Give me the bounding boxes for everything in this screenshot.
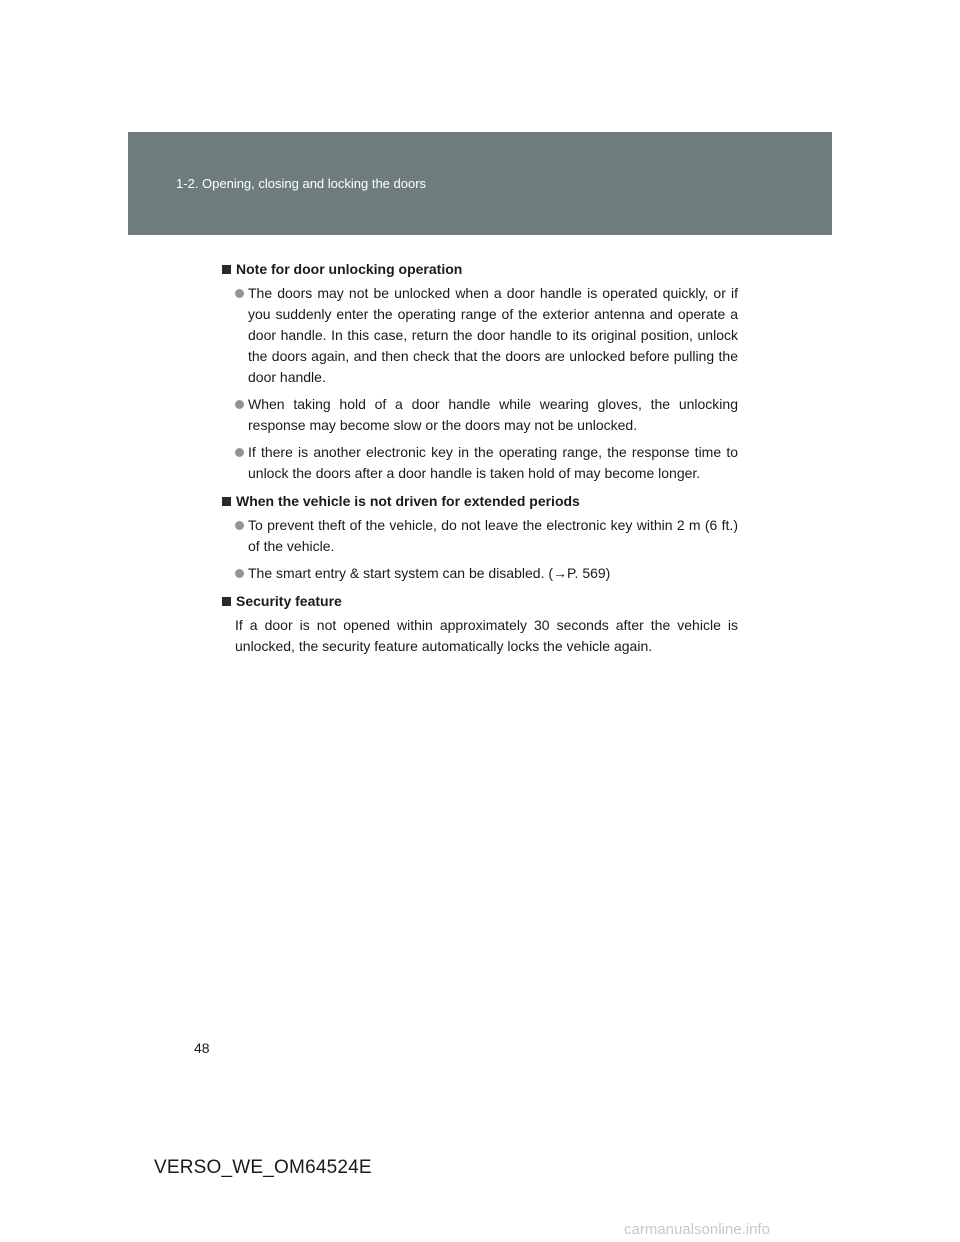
list-item-text: When taking hold of a door handle while wearing gloves, the unlocking response may become slow or the doors may not be unlocked. <box>248 396 738 433</box>
document-code: VERSO_WE_OM64524E <box>154 1157 372 1178</box>
list-item <box>222 442 738 484</box>
list-item-text: The doors may not be unlocked when a door handle is operated quickly, or if you suddenly enter the operating range of the exterior antenna and operate a door handle. In this case, return the door handle to its original position, unlock the doors again, and then check that the doors are unlocked before pulling the door handle. <box>248 285 738 385</box>
list-item-text: To prevent theft of the vehicle, do not leave the electronic key within 2 m (6 ft.) of the vehicle. <box>248 517 738 554</box>
round-bullet-icon <box>235 448 244 457</box>
list-item-text: The smart entry & start system can be disabled. (→P. 569) <box>248 565 611 581</box>
round-bullet-icon <box>235 400 244 409</box>
square-bullet-icon <box>222 497 231 506</box>
list-item <box>222 394 738 436</box>
section-door-unlocking-note <box>222 258 738 484</box>
section-header-band <box>128 132 832 235</box>
list-item <box>222 563 738 584</box>
page-content <box>222 258 738 663</box>
section-security-feature <box>222 590 738 657</box>
section-extended-periods <box>222 490 738 584</box>
section-heading <box>222 490 738 512</box>
list-item <box>222 283 738 388</box>
section-paragraph: If a door is not opened within approximately 30 seconds after the vehicle is unlocked, the security feature automatically locks the vehicle again. <box>235 617 738 654</box>
list-item-text: If there is another electronic key in the operating range, the response time to unlock the doors after a door handle is taken hold of may become longer. <box>248 444 738 481</box>
section-title: 1-2. Opening, closing and locking the doors <box>176 176 427 191</box>
section-heading <box>222 590 738 612</box>
watermark: carmanualsonline.info <box>624 1221 770 1238</box>
round-bullet-icon <box>235 289 244 298</box>
section-heading <box>222 258 738 280</box>
square-bullet-icon <box>222 597 231 606</box>
square-bullet-icon <box>222 265 231 274</box>
round-bullet-icon <box>235 569 244 578</box>
section-heading-text: Note for door unlocking operation <box>236 261 463 277</box>
page-number: 48 <box>194 1040 210 1056</box>
section-heading-text: Security feature <box>236 593 342 609</box>
list-item <box>222 515 738 557</box>
section-heading-text: When the vehicle is not driven for extended periods <box>236 493 580 509</box>
round-bullet-icon <box>235 521 244 530</box>
